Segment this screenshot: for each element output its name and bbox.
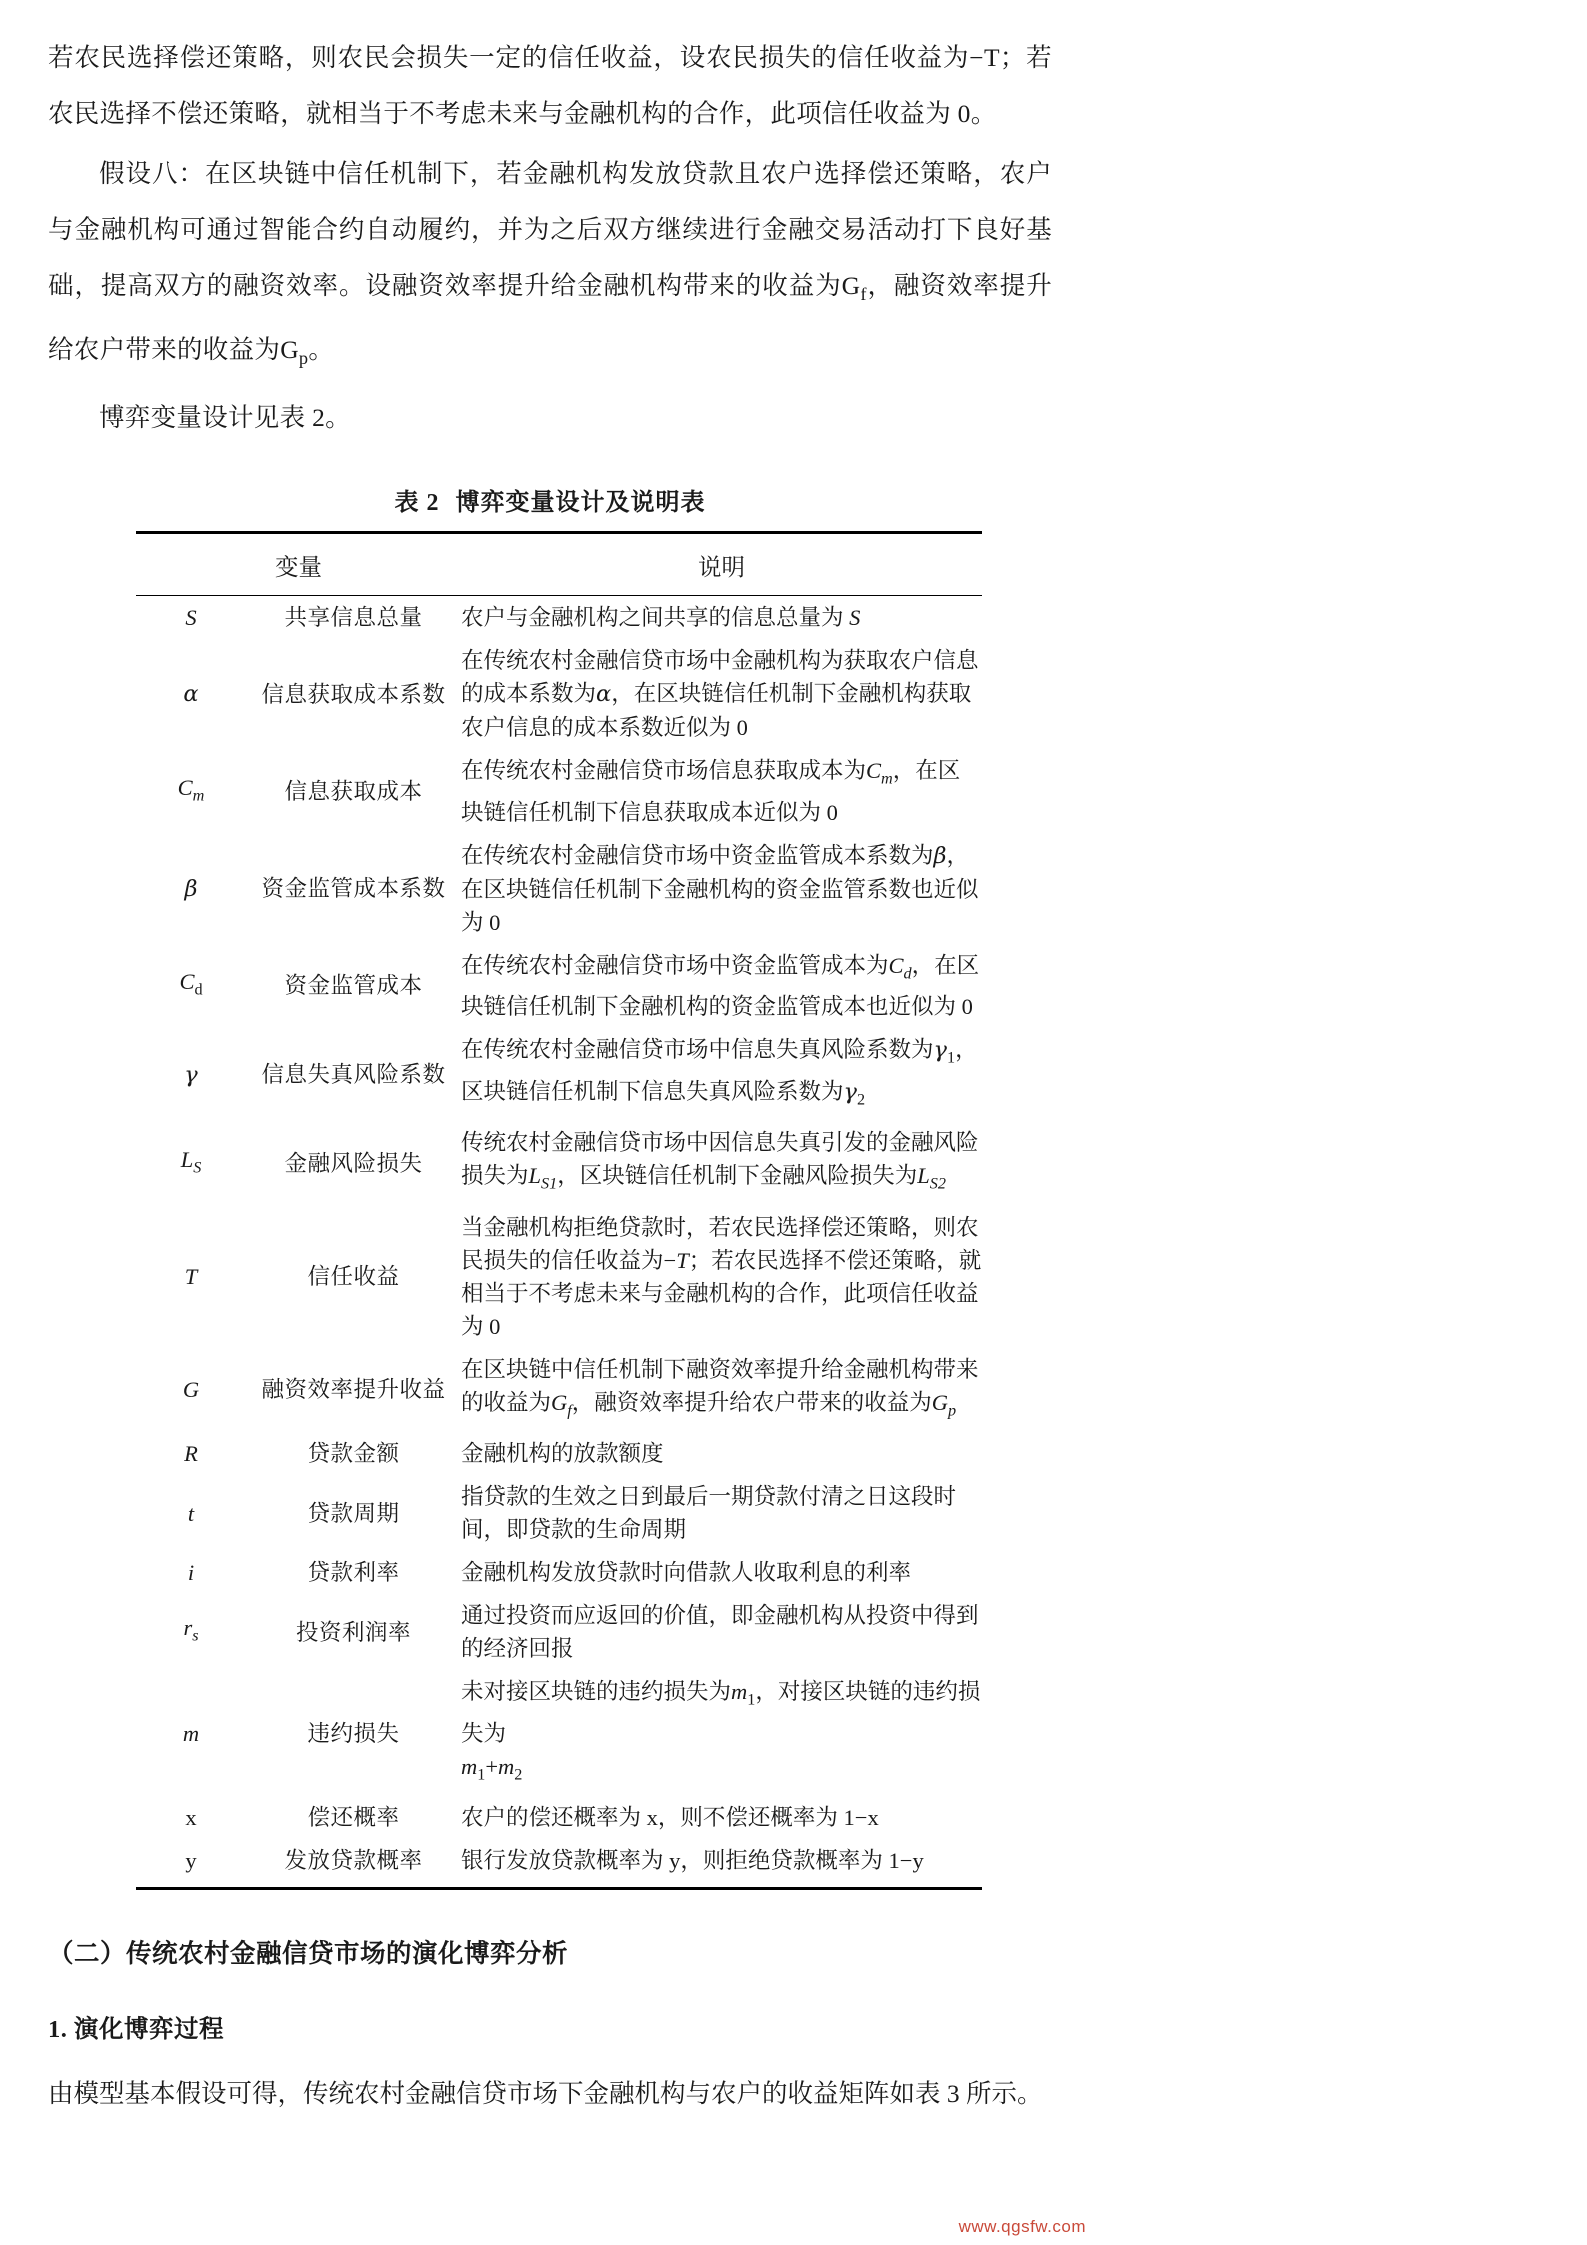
row-symbol: R <box>184 1441 198 1467</box>
row-description: 银行发放贷款概率为 y，则拒绝贷款概率为 1−y <box>461 1839 982 1889</box>
row-description: 在传统农村金融信贷市场中资金监管成本为$C_d$，在区块链信任机制下金融机构的资金监管成本也近似为 0 <box>461 952 980 1020</box>
row-symbol: $L_S$ <box>180 1146 202 1177</box>
row-symbol: γ <box>184 1061 198 1088</box>
row-description: 传统农村金融信贷市场中因信息失真引发的金融风险损失为$L_{S1}$，区块链信任机制下金融风险损失为$L_{S2}$ <box>461 1130 979 1193</box>
row-name: 信任收益 <box>307 1264 400 1290</box>
row-description: 农户的偿还概率为 x，则不偿还概率为 1−x <box>461 1805 879 1831</box>
see-table-text: 博弈变量设计见表 2。 <box>99 403 351 433</box>
row-description: 金融机构的放款额度 <box>461 1441 664 1467</box>
subscript-f: f <box>860 284 867 305</box>
row-name: 融资效率提升收益 <box>261 1377 446 1403</box>
row-description: 在传统农村金融信贷市场中金融机构为获取农户信息的成本系数为α，在区块链信任机制下金融机构获取农户信息的成本系数近似为 0 <box>461 648 979 741</box>
row-name: 资金监管成本系数 <box>261 876 446 902</box>
closing-paragraph: 由模型基本假设可得，传统农村金融信贷市场下金融机构与农户的收益矩阵如表 3 所示。 <box>48 2079 1043 2109</box>
header-variable: 变量 <box>136 533 461 596</box>
table-row <box>136 1594 982 1670</box>
table-row <box>136 1121 982 1206</box>
table-header-row <box>136 533 982 596</box>
row-name: 信息获取成本 <box>284 778 423 804</box>
row-name: 贷款利率 <box>307 1560 400 1586</box>
row-description: 在传统农村金融信贷市场中信息失真风险系数为$\gamma_1$，区块链信任机制下信息失真风险系数为$\gamma_2$ <box>461 1037 978 1109</box>
row-symbol: y <box>136 1839 246 1889</box>
paragraph-assumption-eight <box>0 146 1100 386</box>
row-name: 资金监管成本 <box>284 973 423 999</box>
row-symbol: $C_m$ <box>177 774 205 805</box>
watermark: www.qgsfw.com <box>958 2217 1086 2236</box>
row-description: 金融机构发放贷款时向借款人收取利息的利率 <box>461 1560 912 1586</box>
row-name: 偿还概率 <box>307 1805 400 1831</box>
table-row <box>136 1028 982 1121</box>
table-caption-label: 表 2 <box>394 490 440 517</box>
section-heading: （二）传统农村金融信贷市场的演化博弈分析 <box>48 1939 569 1969</box>
row-symbol: x <box>185 1805 197 1831</box>
row-name: 违约损失 <box>307 1720 400 1746</box>
row-description: 农户与金融机构之间共享的信息总量为 S <box>461 605 861 631</box>
row-name: 信息获取成本系数 <box>261 681 446 707</box>
assumption-eight-prefix: 假设八：在区块链中信任机制下，若金融机构发放贷款且农户选择偿还策略，农户与金融机构可通过智能合约自动履约，并为之后双方继续进行金融交易活动打下良好基础，提高双方的融资效率。设融资效率提升给金融机构带来的收益为G <box>48 159 1052 300</box>
row-name: 信息失真风险系数 <box>261 1062 446 1088</box>
row-name: 贷款金额 <box>307 1441 400 1467</box>
row-symbol: i <box>187 1560 195 1586</box>
table-row <box>136 596 982 640</box>
row-symbol: G <box>182 1377 200 1403</box>
row-name: 贷款周期 <box>307 1500 400 1526</box>
table-row <box>136 834 982 944</box>
paragraph-text: 若农民选择偿还策略，则农民会损失一定的信任收益，设农民损失的信任收益为−T；若农民选择不偿还策略，就相当于不考虑未来与金融机构的合作，此项信任收益为 0。 <box>48 43 1052 128</box>
table-row <box>136 1475 982 1551</box>
row-symbol: β <box>184 875 198 902</box>
row-description: 在传统农村金融信贷市场信息获取成本为$C_m$，在区块链信任机制下信息获取成本近似为 0 <box>461 758 961 825</box>
row-description: 指贷款的生效之日到最后一期贷款付清之日这段时间，即贷款的生命周期 <box>461 1484 957 1543</box>
table-row <box>136 1670 982 1796</box>
table-caption-title: 博弈变量设计及说明表 <box>455 490 706 517</box>
table-body <box>136 596 982 1889</box>
table-row <box>136 944 982 1029</box>
row-symbol: S <box>185 605 197 631</box>
header-description: 说明 <box>461 533 982 596</box>
paragraph-see-table-2 <box>0 390 1100 446</box>
table-row <box>136 639 982 749</box>
row-symbol: t <box>187 1500 195 1526</box>
paragraph-assumption-continuation <box>0 30 1100 142</box>
table-row <box>136 1348 982 1433</box>
row-description: 通过投资而应返回的价值，即金融机构从投资中得到的经济回报 <box>461 1603 979 1662</box>
table-row <box>136 749 982 834</box>
subsection-heading: 1. 演化博弈过程 <box>48 2016 224 2044</box>
row-name: 金融风险损失 <box>284 1150 423 1176</box>
assumption-eight-middle: ，融资效率提升给农户带来的收益为G <box>48 271 1053 365</box>
row-name: 共享信息总量 <box>284 605 423 631</box>
assumption-eight-end: 。 <box>308 335 335 365</box>
row-description: 当金融机构拒绝贷款时，若农民选择偿还策略，则农民损失的信任收益为−T；若农民选择不偿还策略，就相当于不考虑未来与金融机构的合作，此项信任收益为 0 <box>461 1214 982 1339</box>
row-description: 在传统农村金融信贷市场中资金监管成本系数为β，在区块链信任机制下金融机构的资金监管系数也近似为 0 <box>461 842 979 935</box>
subscript-p: p <box>298 348 309 369</box>
table-row <box>136 1839 982 1889</box>
table-row <box>136 1432 982 1475</box>
row-symbol: $C_d$ <box>179 969 203 999</box>
row-description: 在区块链中信任机制下融资效率提升给金融机构带来的收益为$G_f$，融资效率提升给农户带来的收益为$G_p$ <box>461 1356 979 1420</box>
row-name: 发放贷款概率 <box>246 1839 461 1889</box>
row-description: 未对接区块链的违约损失为$m_1$，对接区块链的违约损失为 $m_1+m_2$ <box>461 1679 981 1784</box>
row-symbol: m <box>182 1720 200 1746</box>
table-row <box>136 1796 982 1839</box>
row-name: 投资利润率 <box>295 1619 411 1645</box>
table-row <box>136 1206 982 1348</box>
row-symbol: $r_s$ <box>183 1615 199 1645</box>
table-row <box>136 1551 982 1594</box>
row-symbol: T <box>184 1264 198 1290</box>
row-symbol: α <box>183 681 199 708</box>
variable-definition-table <box>136 531 982 1890</box>
table-caption <box>0 482 1100 517</box>
